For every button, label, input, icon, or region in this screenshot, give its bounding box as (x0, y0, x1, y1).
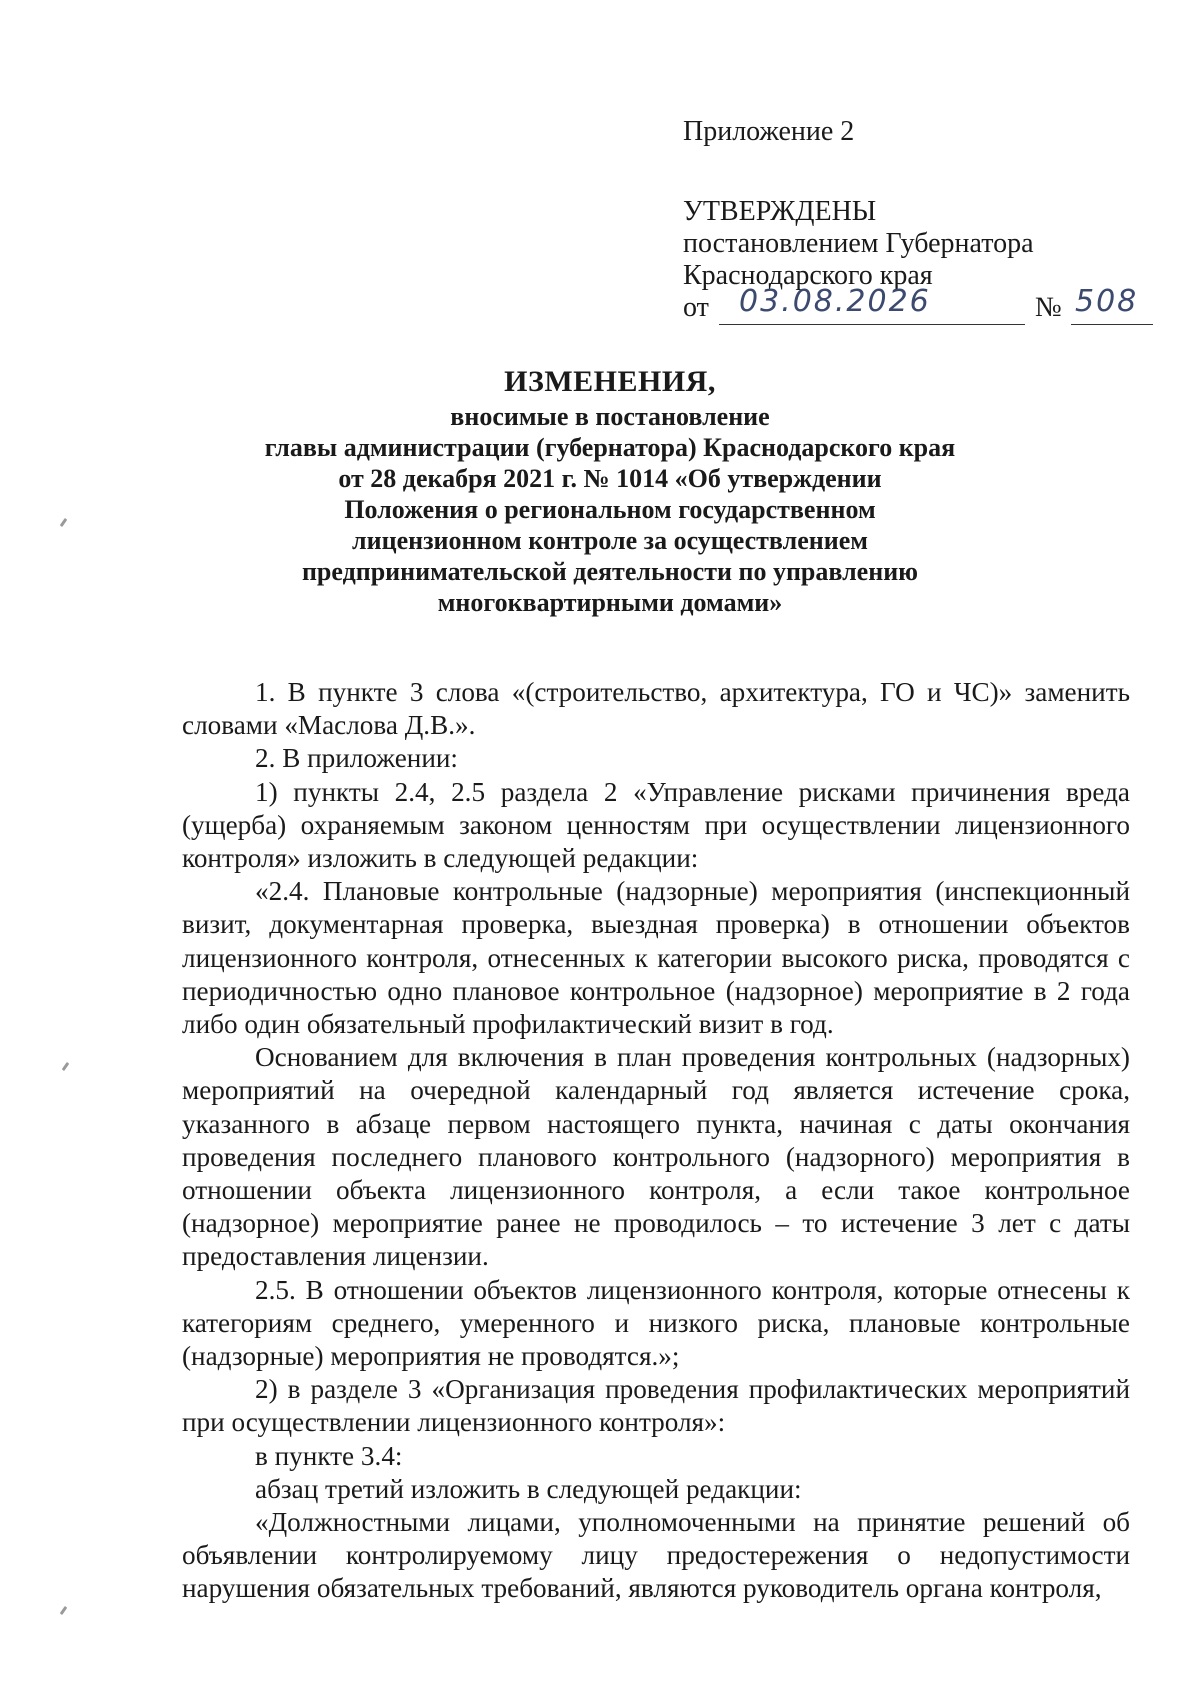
approved-by-line-2: Краснодарского края (683, 260, 933, 291)
title-line: многоквартирными домами» (437, 588, 783, 617)
date-prefix: от (683, 292, 709, 323)
paragraph: 1) пункты 2.4, 2.5 раздела 2 «Управление рисками причинения вреда (ущерба) охраняемым законом ценностям при осуществлении лицензионного контроля» изложить в следующей редакции: (182, 776, 1130, 874)
title-line: главы администрации (губернатора) Краснодарского края (264, 433, 956, 462)
handwritten-number: 508 (1075, 284, 1139, 319)
paragraph: 2) в разделе 3 «Организация проведения профилактических мероприятий при осуществлении лицензионного контроля»: (182, 1374, 1130, 1438)
paragraph: 2. В приложении: (255, 743, 458, 774)
scan-speck (62, 1062, 70, 1071)
number-field (1071, 284, 1153, 325)
approved-by-line-1: постановлением Губернатора (683, 228, 1034, 259)
document-body (182, 676, 1130, 1606)
title-line: Положения о региональном государственном (344, 495, 876, 524)
title-line: от 28 декабря 2021 г. № 1014 «Об утверждении (338, 464, 882, 493)
date-number-line (683, 284, 1153, 328)
handwritten-date: 03.08.2026 (739, 284, 931, 319)
paragraph: 2.5. В отношении объектов лицензионного контроля, которые отнесены к категориям среднего, умеренного и низкого риска, плановые контрольные (надзорные) мероприятия не проводятся.»; (182, 1274, 1130, 1372)
date-field (719, 284, 1025, 325)
number-prefix: № (1035, 292, 1062, 323)
approved-label: УТВЕРЖДЕНЫ (683, 196, 877, 227)
scan-speck (60, 1606, 68, 1615)
title-main: ИЗМЕНЕНИЯ, (504, 365, 716, 398)
approval-block (683, 116, 1153, 328)
paragraph: Основанием для включения в план проведения контрольных (надзорных) мероприятий на очередной календарный год является истечение срока, указанного в абзаце первом настоящего пункта, начиная с даты окончания проведения последнего планового контрольного (надзорного) мероприятия в отношении объекта лицензионного контроля, а если такое контрольное (надзорное) мероприятие ранее не проводилось – то истечение 3 лет с даты предоставления лицензии. (182, 1042, 1130, 1272)
paragraph: 1. В пункте 3 слова «(строительство, архитектура, ГО и ЧС)» заменить словами «Маслова Д.В.». (182, 677, 1130, 741)
paragraph: в пункте 3.4: (255, 1440, 403, 1471)
paragraph: абзац третий изложить в следующей редакции: (255, 1473, 802, 1504)
paragraph: «Должностными лицами, уполномоченными на принятие решений об объявлении контролируемому лицу предостережения о недопустимости нарушения обязательных требований, являются руководитель органа контроля, (182, 1507, 1130, 1604)
document-title (180, 364, 1040, 618)
title-line: вносимые в постановление (450, 402, 770, 431)
title-line: предпринимательской деятельности по управлению (301, 557, 919, 586)
paragraph: «2.4. Плановые контрольные (надзорные) мероприятия (инспекционный визит, документарная проверка, выездная проверка) в отношении объектов лицензионного контроля, отнесенных к категории высокого риска, проводятся с периодичностью одно плановое контрольное (надзорное) мероприятие в 2 года либо один обязательный профилактический визит в год. (182, 876, 1130, 1040)
title-line: лицензионном контроле за осуществлением (352, 526, 868, 555)
appendix-label: Приложение 2 (683, 116, 855, 147)
scan-speck (60, 518, 68, 527)
